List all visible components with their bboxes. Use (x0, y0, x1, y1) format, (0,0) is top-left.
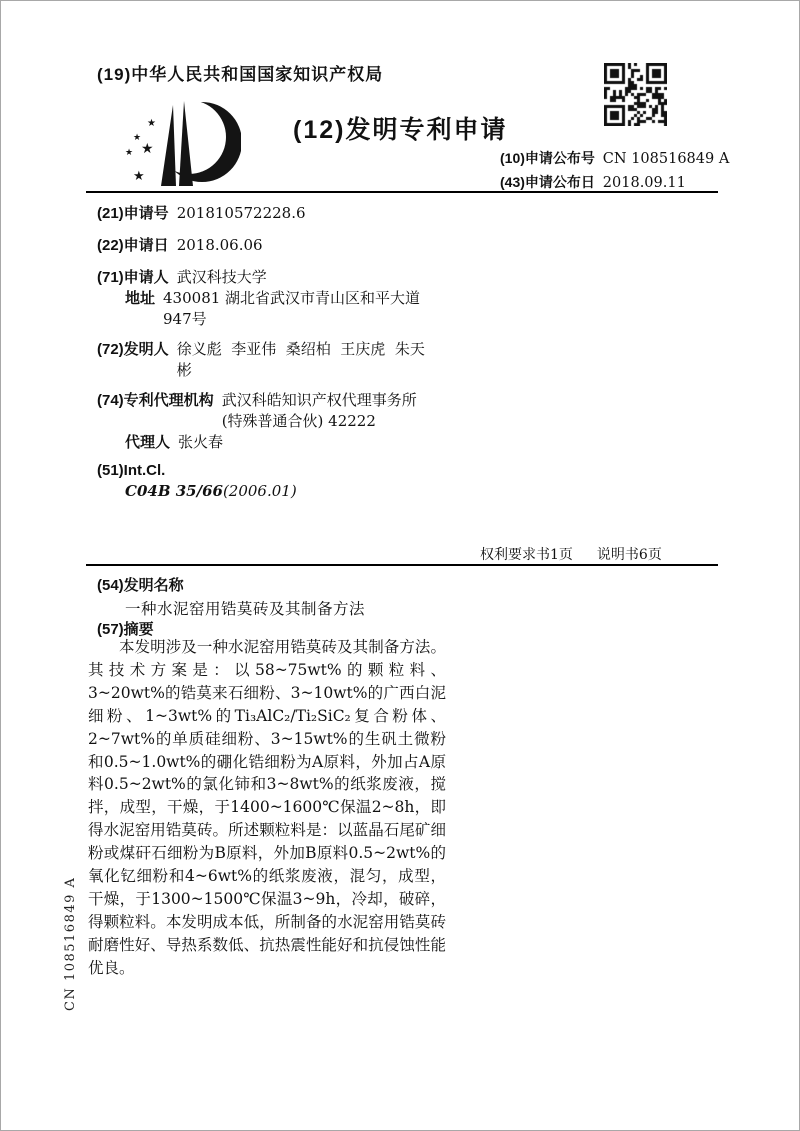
publication-number-row (500, 147, 729, 171)
bibliographic-data (97, 203, 451, 502)
divider-middle (86, 564, 718, 566)
agent-label: 代理人 (125, 434, 171, 451)
svg-text:★: ★ (133, 168, 145, 183)
patent-office-name: (19)中华人民共和国国家知识产权局 (97, 65, 384, 84)
applicant-block (97, 267, 451, 330)
inventors-row (97, 339, 451, 381)
address-label: 地址 (125, 290, 156, 307)
abstract-label: (57)摘要 (97, 621, 154, 638)
applicant-row (97, 267, 451, 288)
pub-number-label: (10)申请公布号 (500, 150, 595, 166)
address-row (97, 288, 451, 330)
svg-text:★: ★ (133, 132, 142, 142)
publication-info (500, 147, 729, 195)
intcl-code: C04B 35/66 (125, 482, 223, 500)
agency-label: (74)专利代理机构 (97, 392, 214, 409)
filing-date-value: 2018.06.06 (176, 236, 263, 254)
pub-date-label: (43)申请公布日 (500, 174, 595, 190)
claims-pages: 权利要求书1页 (480, 547, 573, 563)
agent-row (97, 432, 451, 453)
intcl-block (97, 460, 451, 502)
description-pages: 说明书6页 (596, 547, 662, 563)
divider-top (86, 191, 718, 193)
inventors-names: 徐义彪 李亚伟 桑绍柏 王庆虎 朱天彬 (176, 340, 425, 379)
application-number-row (97, 203, 451, 224)
applicant-label: (71)申请人 (97, 269, 169, 286)
svg-text:★: ★ (125, 147, 134, 157)
agent-name: 张火春 (178, 433, 224, 451)
intcl-row (97, 460, 451, 481)
pages-info (480, 544, 662, 564)
application-number-label: (21)申请号 (97, 205, 169, 222)
abstract-text: 本发明涉及一种水泥窑用锆莫砖及其制备方法。其技术方案是：以58~75wt%的颗粒料、3~20wt%的锆莫来石细粉、3~10wt%的广西白泥细粉、1~3wt%的Ti₃AlC₂/Ti₂SiC₂复合粉体、2~7wt%的单质硅细粉、3~15wt%的生矾土微粉和0.5~1.0wt%的硼化锆细粉为A原料，外加占A原料0.5~2wt%的氯化铈和3~8wt%的纸浆废液，搅拌，成型，干燥，于1400~1600℃保温2~8h，即得水泥窑用锆莫砖。所述颗粒料是：以蓝晶石尾矿细粉或煤矸石细粉为B原料，外加B原料0.5~2wt%的氧化钇细粉和4~6wt%的纸浆废液，混匀，成型，干燥，于1300~1500℃保温3~9h，冷却，破碎，得颗粒料。本发明成本低，所制备的水泥窑用锆莫砖耐磨性好、导热系数低、抗热震性能好和抗侵蚀性能优良。 (88, 638, 446, 977)
cnipa-emblem-logo (123, 96, 241, 190)
svg-text:★: ★ (141, 140, 154, 156)
pub-number-value: CN 108516849 A (602, 151, 730, 167)
inventors-label: (72)发明人 (97, 341, 169, 358)
agency-block (97, 390, 451, 453)
intcl-classification (97, 481, 451, 502)
side-publication-code: CN 108516849 A (63, 876, 78, 1011)
filing-date-label: (22)申请日 (97, 237, 169, 254)
pub-date-value: 2018.09.11 (602, 175, 686, 191)
agency-name: 武汉科皓知识产权代理事务所(特殊普通合伙) 42222 (221, 391, 417, 430)
application-number-value: 201810572228.6 (176, 204, 306, 222)
document-type-title: (12)发明专利申请 (293, 116, 508, 144)
address-value: 430081 湖北省武汉市青山区和平大道947号 (163, 289, 421, 328)
svg-text:★: ★ (147, 118, 156, 129)
applicant-name: 武汉科技大学 (176, 268, 267, 286)
qr-code (604, 63, 667, 126)
intcl-label: (51)Int.Cl. (97, 462, 166, 479)
intcl-version: (2006.01) (222, 482, 297, 500)
agency-row (97, 390, 451, 432)
invention-title: 一种水泥窑用锆莫砖及其制备方法 (125, 600, 366, 618)
invention-title-label: (54)发明名称 (97, 577, 184, 594)
filing-date-row (97, 235, 451, 256)
